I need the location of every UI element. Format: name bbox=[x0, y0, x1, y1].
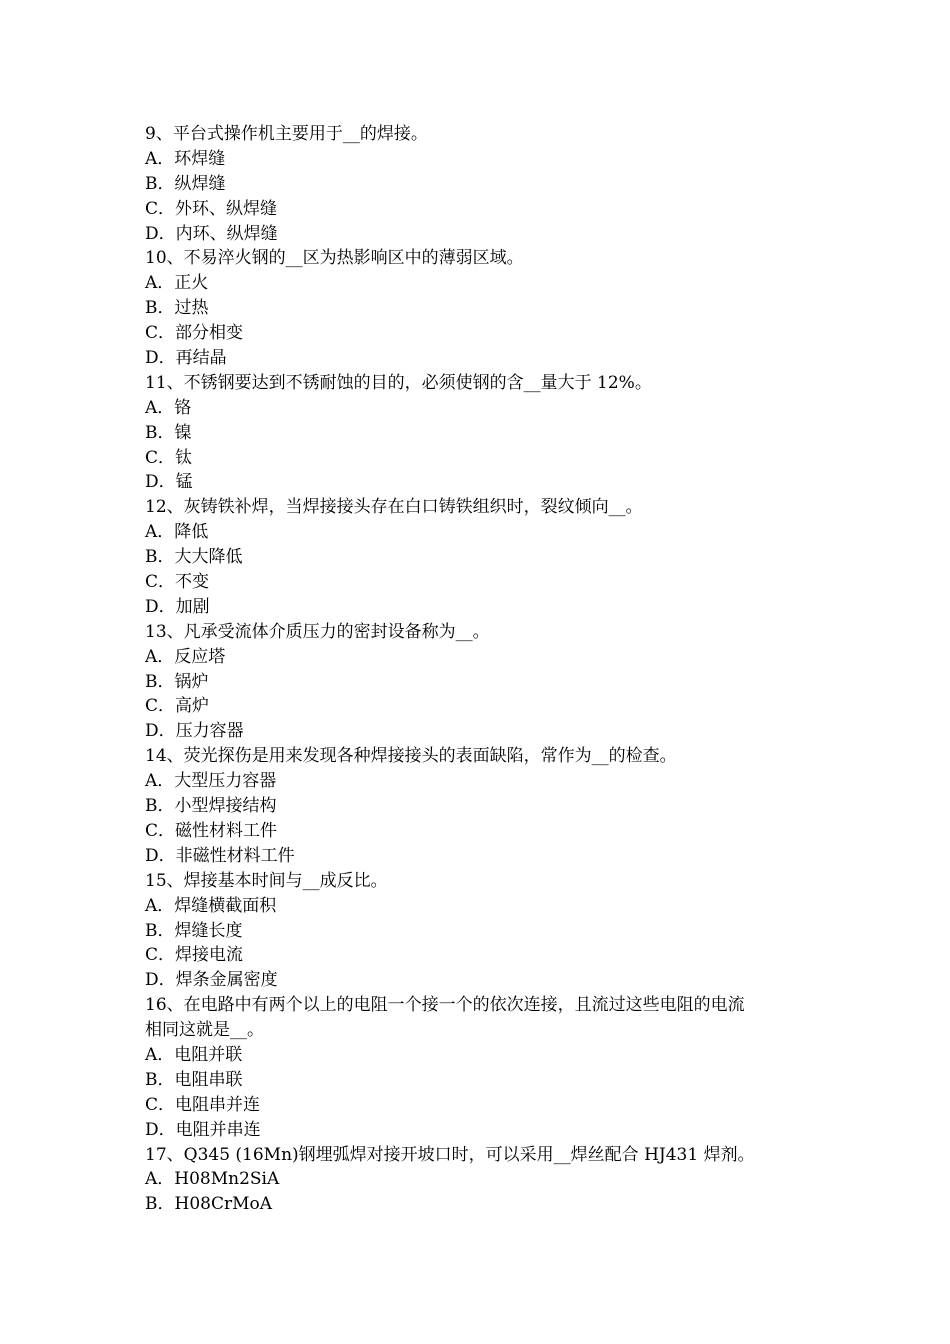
question-15-option-c: C．焊接电流 bbox=[145, 945, 244, 966]
question-9-option-b: B．纵焊缝 bbox=[145, 173, 226, 194]
question-16-option-c: C．电阻串并连 bbox=[145, 1094, 261, 1115]
question-10-option-d: D．再结晶 bbox=[145, 348, 227, 369]
question-9-option-a: A．环焊缝 bbox=[145, 148, 226, 169]
question-16-option-d: D．电阻并串连 bbox=[145, 1119, 261, 1140]
question-9-option-d: D．内环、纵焊缝 bbox=[145, 223, 278, 244]
question-13-stem: 13、凡承受流体介质压力的密封设备称为__。 bbox=[145, 621, 490, 642]
question-9-stem: 9、平台式操作机主要用于__的焊接。 bbox=[145, 124, 428, 144]
question-12-option-a: A．降低 bbox=[145, 522, 209, 543]
question-15-option-b: B．焊缝长度 bbox=[145, 920, 243, 941]
question-12-stem: 12、灰铸铁补焊，当焊接接头存在白口铸铁组织时，裂纹倾向__。 bbox=[145, 497, 643, 518]
question-13-option-a: A．反应塔 bbox=[145, 646, 226, 667]
question-16-stem-continued: 相同这就是__。 bbox=[145, 1020, 264, 1041]
question-14-stem: 14、荧光探伤是用来发现各种焊接接头的表面缺陷，常作为__的检查。 bbox=[145, 746, 677, 767]
question-10-option-b: B．过热 bbox=[145, 298, 209, 319]
question-14-option-a: A．大型压力容器 bbox=[145, 771, 277, 792]
question-14-option-c: C．磁性材料工件 bbox=[145, 820, 278, 841]
question-11-stem: 11、不锈钢要达到不锈耐蚀的目的，必须使钢的含__量大于 12%。 bbox=[145, 372, 652, 393]
question-12-option-d: D．加剧 bbox=[145, 596, 210, 617]
question-16-option-a: A．电阻并联 bbox=[145, 1044, 243, 1065]
question-13-option-c: C．高炉 bbox=[145, 696, 210, 717]
question-15-option-d: D．焊条金属密度 bbox=[145, 970, 278, 991]
question-13-option-d: D．压力容器 bbox=[145, 721, 244, 742]
question-14-option-d: D．非磁性材料工件 bbox=[145, 845, 295, 866]
question-12-option-b: B．大大降低 bbox=[145, 547, 243, 568]
question-16-option-b: B．电阻串联 bbox=[145, 1069, 243, 1090]
question-16-stem: 16、在电路中有两个以上的电阻一个接一个的依次连接，且流过这些电阻的电流 bbox=[145, 995, 745, 1016]
question-10-option-c: C．部分相变 bbox=[145, 323, 244, 344]
question-14-option-b: B．小型焊接结构 bbox=[145, 796, 277, 817]
question-12-option-c: C．不变 bbox=[145, 572, 210, 593]
question-11-option-c: C．钛 bbox=[145, 447, 193, 468]
question-10-stem: 10、不易淬火钢的__区为热影响区中的薄弱区域。 bbox=[145, 248, 524, 269]
question-17-option-a: A．H08Mn2SiA bbox=[145, 1169, 280, 1190]
question-11-option-d: D．锰 bbox=[145, 472, 193, 493]
question-11-option-b: B．镍 bbox=[145, 422, 192, 443]
question-13-option-b: B．锅炉 bbox=[145, 671, 209, 692]
question-11-option-a: A．铬 bbox=[145, 397, 192, 418]
question-9-option-c: C．外环、纵焊缝 bbox=[145, 198, 278, 219]
question-17-stem: 17、Q345 (16Mn)钢埋弧焊对接开坡口时，可以采用__焊丝配合 HJ431 焊剂。 bbox=[145, 1144, 755, 1165]
question-10-option-a: A．正火 bbox=[145, 273, 209, 294]
question-17-option-b: B．H08CrMoA bbox=[145, 1194, 273, 1215]
question-15-option-a: A．焊缝横截面积 bbox=[145, 895, 277, 916]
question-15-stem: 15、焊接基本时间与__成反比。 bbox=[145, 870, 388, 891]
question-list bbox=[145, 122, 825, 1217]
